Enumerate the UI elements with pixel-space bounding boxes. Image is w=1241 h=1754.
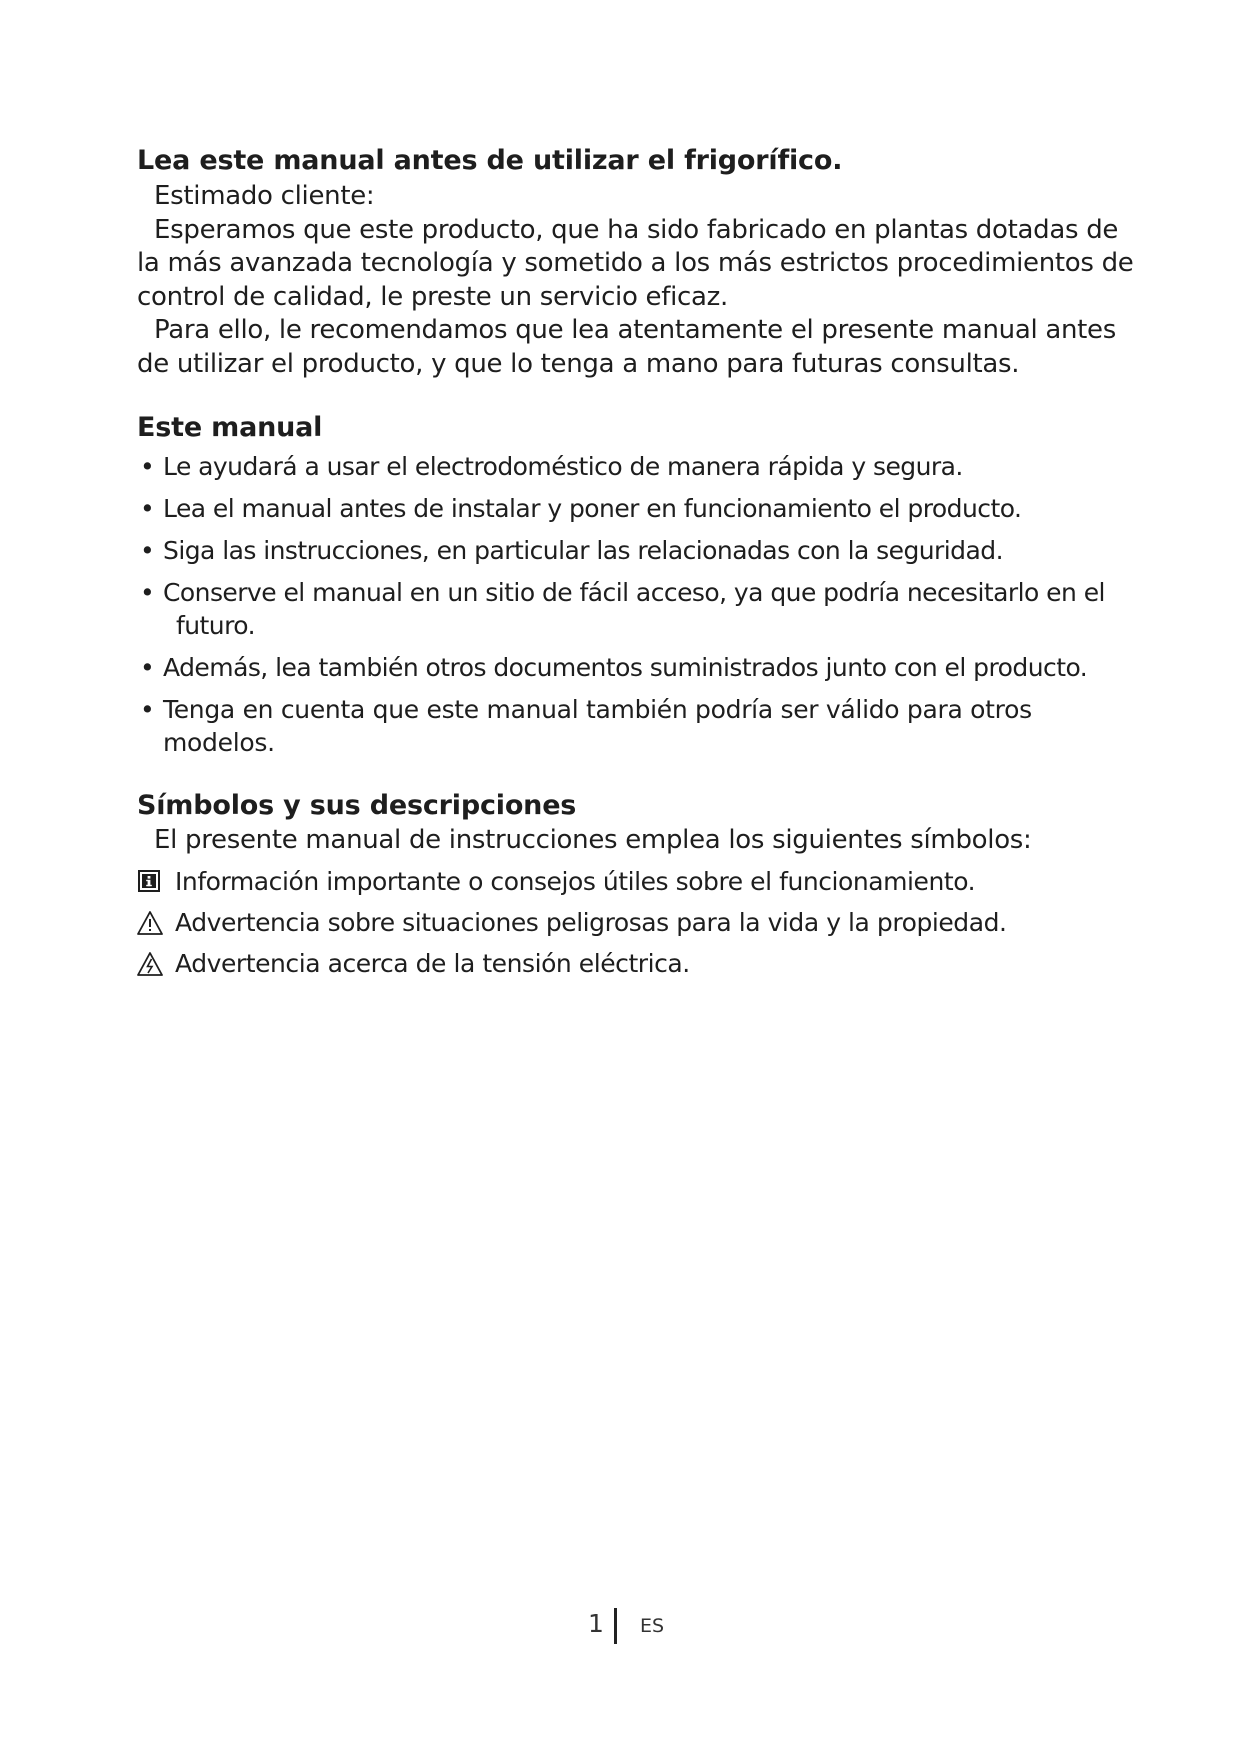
symbol-text: Advertencia sobre situaciones peligrosas para la vida y la propiedad. <box>175 907 1007 937</box>
list-item <box>137 534 1147 567</box>
intro-paragraph-1: Esperamos que este producto, que ha sido fabricado en plantas dotadas de la más avanzada tecnología y sometido a los más estrictos procedimientos de control de calidad, le preste un servicio eficaz. <box>137 214 1134 312</box>
info-icon <box>137 869 163 895</box>
symbol-text: Advertencia acerca de la tensión eléctrica. <box>175 948 690 978</box>
section-heading-symbols: Símbolos y sus descripciones <box>137 790 577 821</box>
bullet-icon: • <box>140 653 155 682</box>
section-heading-manual: Este manual <box>137 412 323 443</box>
bullet-icon: • <box>140 578 155 607</box>
symbol-row-electric <box>137 947 1147 981</box>
list-item-text: Conserve el manual en un sitio de fácil acceso, ya que podría necesitarlo en el <box>163 578 1105 607</box>
list-item <box>137 651 1147 684</box>
bullet-icon: • <box>140 536 155 565</box>
list-item <box>137 576 1147 642</box>
list-item-text: Tenga en cuenta que este manual también podría ser válido para otros modelos. <box>163 695 1032 757</box>
list-item-text: Le ayudará a usar el electrodoméstico de manera rápida y segura. <box>163 452 963 481</box>
page-title: Lea este manual antes de utilizar el frigorífico. <box>137 145 843 176</box>
list-item <box>137 450 1147 483</box>
symbols-intro: El presente manual de instrucciones emplea los siguientes símbolos: <box>154 825 1032 855</box>
manual-bullet-list <box>137 450 1147 759</box>
language-code: ES <box>640 1615 665 1637</box>
warning-triangle-icon <box>137 910 163 936</box>
bullet-icon: • <box>140 695 155 724</box>
list-item <box>137 492 1147 525</box>
electric-warning-icon <box>137 951 163 977</box>
bullet-icon: • <box>140 452 155 481</box>
greeting-text: Estimado cliente: <box>154 181 375 211</box>
footer-divider <box>614 1608 617 1644</box>
list-item-text: Lea el manual antes de instalar y poner en funcionamiento el producto. <box>163 494 1022 523</box>
page-footer <box>0 1606 1241 1646</box>
bullet-icon: • <box>140 494 155 523</box>
symbol-row-warning <box>137 906 1147 940</box>
list-item-text: Siga las instrucciones, en particular las relacionadas con la seguridad. <box>163 536 1003 565</box>
symbol-row-info <box>137 865 1147 899</box>
intro-paragraph-2: Para ello, le recomendamos que lea atentamente el presente manual antes de utilizar el producto, y que lo tenga a mano para futuras consultas. <box>137 315 1117 379</box>
page-content <box>137 142 1147 981</box>
list-item-text: Además, lea también otros documentos suministrados junto con el producto. <box>163 653 1088 682</box>
symbol-text: Información importante o consejos útiles sobre el funcionamiento. <box>175 866 976 896</box>
page-number: 1 <box>588 1609 604 1638</box>
list-item <box>137 693 1147 759</box>
list-item-continuation: futuro. <box>176 611 255 640</box>
